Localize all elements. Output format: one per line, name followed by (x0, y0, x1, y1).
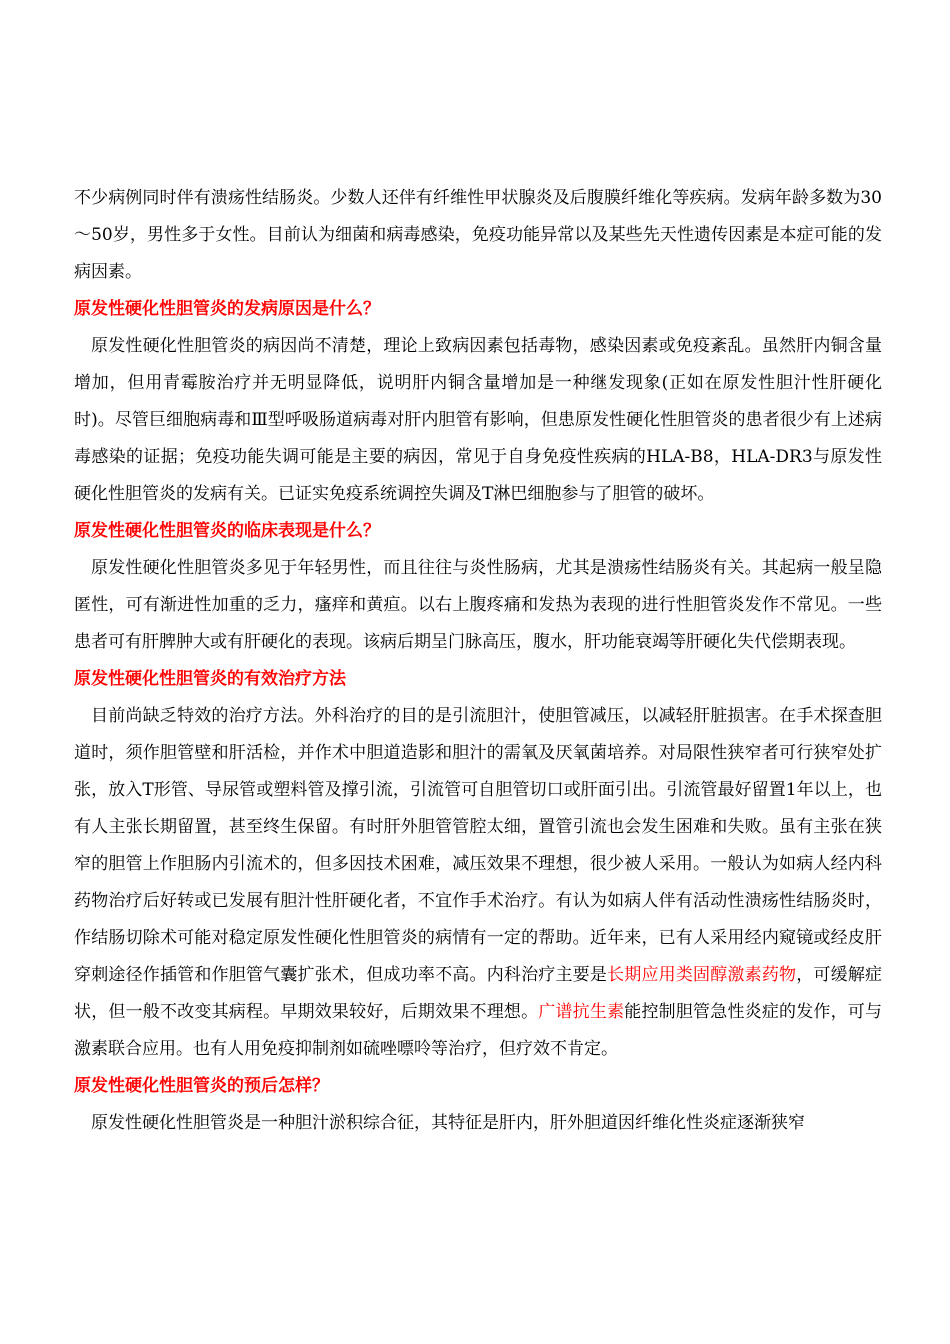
heading-cause: 原发性硬化性胆管炎的发病原因是什么？ (74, 299, 380, 319)
paragraph-cause: 原发性硬化性胆管炎的病因尚不清楚，理论上致病因素包括毒物，感染因素或免疫紊乱。虽然肝内铜含量增加，但用青霉胺治疗并无明显降低，说明肝内铜含量增加是一种继发现象(正如在原发性胆汁性肝硬化时)。尽管巨细胞病毒和Ⅲ型呼吸肠道病毒对肝内胆管有影响，但患原发性硬化性胆管炎的患者很少有上述病毒感染的证据；免疫功能失调可能是主要的病因，常见于自身免疫性疾病的HLA-B8，HLA-DR3与原发性硬化性胆管炎的发病有关。已证实免疫系统调控失调及T淋巴细胞参与了胆管的破坏。 (74, 336, 882, 504)
intro-paragraph: 不少病例同时伴有溃疡性结肠炎。少数人还伴有纤维性甲状腺炎及后腹膜纤维化等疾病。发病年龄多数为30～50岁，男性多于女性。目前认为细菌和病毒感染，免疫功能异常以及某些先天性遗传因素是本症可能的发病因素。 (74, 188, 882, 282)
paragraph-symptoms: 原发性硬化性胆管炎多见于年轻男性，而且往往与炎性肠病，尤其是溃疡性结肠炎有关。其起病一般呈隐匿性，可有渐进性加重的乏力，瘙痒和黄疸。以右上腹疼痛和发热为表现的进行性胆管炎发作不常见。一些患者可有肝脾肿大或有肝硬化的表现。该病后期呈门脉高压，腹水，肝功能衰竭等肝硬化失代偿期表现。 (74, 558, 882, 652)
treatment-text-3: 能控制胆管急性炎症的发作，可与激素联合应用。也有人用免疫抑制剂如硫唑嘌呤等治疗，但疗效不肯定。 (74, 1002, 883, 1059)
treatment-text-1: 目前尚缺乏特效的治疗方法。外科治疗的目的是引流胆汁，使胆管减压，以减轻肝脏损害。在手术探查胆道时，须作胆管壁和肝活检，并作术中胆道造影和胆汁的需氧及厌氧菌培养。对局限性狭窄者可行狭窄处扩张，放入T形管、导尿管或塑料管及撑引流，引流管可自胆管切口或肝面引出。引流管最好留置1年以上，也有人主张长期留置，甚至终生保留。有时肝外胆管管腔太细，置管引流也会发生困难和失败。虽有主张在狭窄的胆管上作胆肠内引流术的，但多因技术困难，减压效果不理想，很少被人采用。一般认为如病人经内科药物治疗后好转或已发展有胆汁性肝硬化者，不宜作手术治疗。有认为如病人伴有活动性溃疡性结肠炎时，作结肠切除术可能对稳定原发性硬化性胆管炎的病情有一定的帮助。近年来，已有人采用经内窥镜或经皮肝穿刺途径作插管和作胆管气囊扩张术，但成功率不高。内科治疗主要是 (74, 706, 882, 985)
link-steroid-drugs[interactable]: 长期应用类固醇激素药物 (607, 965, 797, 985)
treatment-text-2: ，可缓解症状，但一般不改变其病程。早期效果较好，后期效果不理想。 (74, 965, 883, 1022)
heading-prognosis: 原发性硬化性胆管炎的预后怎样？ (74, 1076, 329, 1096)
heading-symptoms: 原发性硬化性胆管炎的临床表现是什么？ (74, 521, 380, 541)
link-broad-spectrum-antibiotics[interactable]: 广谱抗生素 (538, 1002, 625, 1022)
document-content (74, 180, 882, 1142)
paragraph-treatment (74, 698, 882, 1068)
paragraph-prognosis: 原发性硬化性胆管炎是一种胆汁淤积综合征，其特征是肝内，肝外胆道因纤维化性炎症逐渐狭窄 (91, 1113, 805, 1133)
heading-treatment: 原发性硬化性胆管炎的有效治疗方法 (74, 669, 346, 689)
